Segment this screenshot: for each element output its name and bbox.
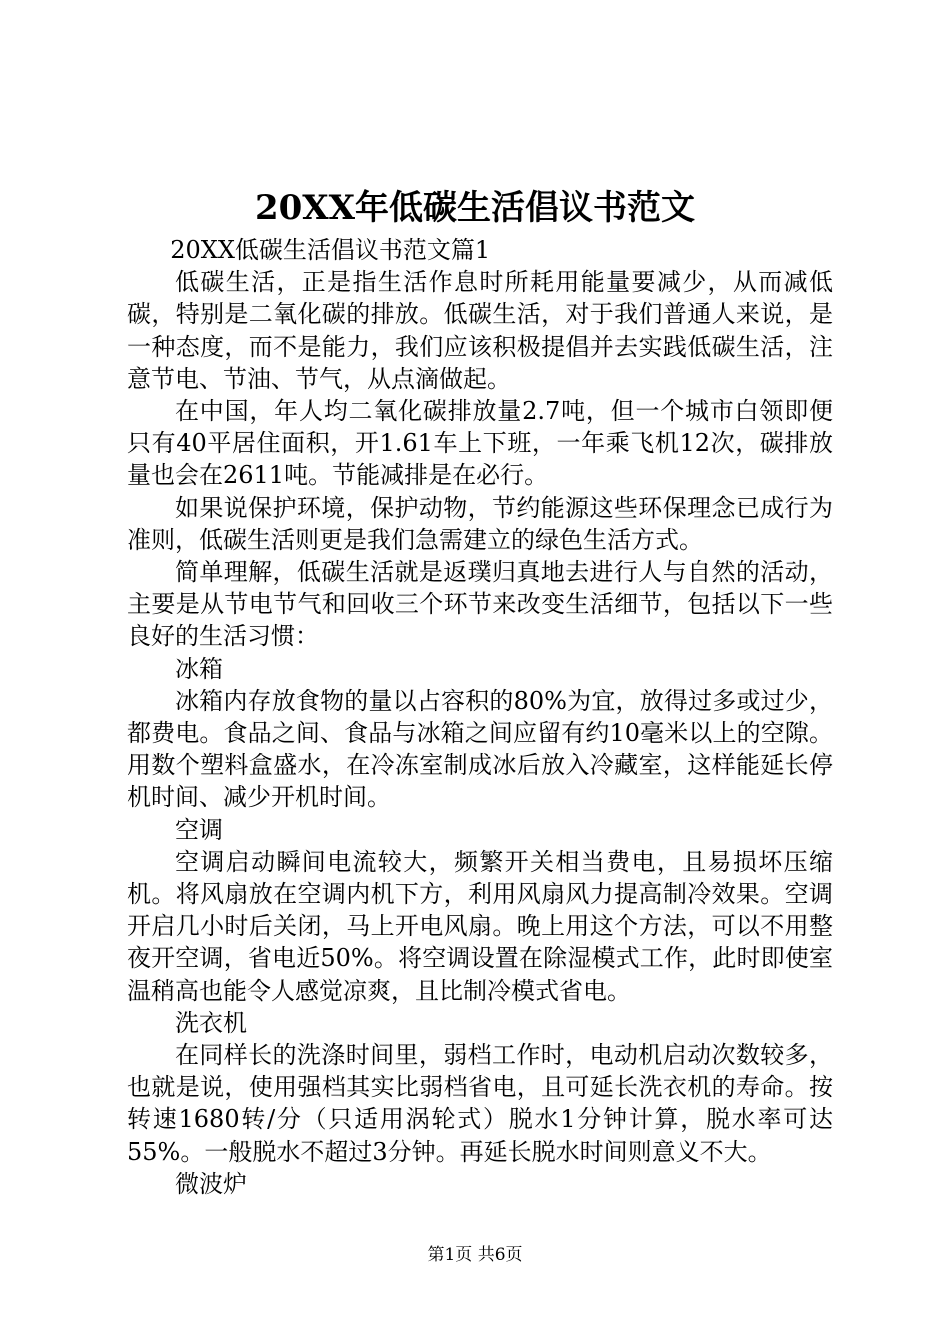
paragraph-air-conditioner: 空调启动瞬间电流较大，频繁开关相当费电，且易损坏压缩机。将风扇放在空调内机下方，利用风扇风力提高制冷效果。空调开启几小时后关闭，马上开电风扇。晚上用这个方法，可以不用整夜开空调，省电近50%。将空调设置在除湿模式工作，此时即使室温稍高也能令人感觉凉爽，且比制冷模式省电。 <box>127 847 833 1005</box>
paragraph-environment: 如果说保护环境，保护动物，节约能源这些环保理念已成行为准则，低碳生活则更是我们急需建立的绿色生活方式。 <box>127 493 833 554</box>
document-title: 20XX年低碳生活倡议书范文 <box>254 188 696 228</box>
page-footer: 第1页 共6页 <box>427 1245 523 1265</box>
paragraph-washing-machine: 在同样长的洗涤时间里，弱档工作时，电动机启动次数较多，也就是说，使用强档其实比弱档省电，且可延长洗衣机的寿命。按转速1680转/分（只适用涡轮式）脱水1分钟计算，脱水率可达55%。一般脱水不超过3分钟。再延长脱水时间则意义不大。 <box>127 1041 833 1166</box>
heading-washing-machine: 洗衣机 <box>175 1008 247 1037</box>
paragraph-china-emissions: 在中国，年人均二氧化碳排放量2.7吨，但一个城市白领即便只有40平居住面积，开1.61车上下班，一年乘飞机12次，碳排放量也会在2611吨。节能减排是在必行。 <box>127 397 833 490</box>
paragraph-intro: 低碳生活，正是指生活作息时所耗用能量要减少，从而减低碳，特别是二氧化碳的排放。低碳生活，对于我们普通人来说，是一种态度，而不是能力，我们应该积极提倡并去实践低碳生活，注意节电、节油、节气，从点滴做起。 <box>127 268 833 393</box>
heading-air-conditioner: 空调 <box>175 815 223 844</box>
section-subtitle: 20XX低碳生活倡议书范文篇1 <box>170 236 491 264</box>
heading-microwave: 微波炉 <box>175 1169 247 1198</box>
heading-fridge: 冰箱 <box>175 654 223 683</box>
paragraph-simple-understanding: 简单理解，低碳生活就是返璞归真地去进行人与自然的活动，主要是从节电节气和回收三个环节来改变生活细节，包括以下一些良好的生活习惯： <box>127 558 833 651</box>
document-body <box>127 234 833 1200</box>
paragraph-fridge: 冰箱内存放食物的量以占容积的80%为宜，放得过多或过少，都费电。食品之间、食品与冰箱之间应留有约10毫米以上的空隙。用数个塑料盒盛水，在冷冻室制成冰后放入冷藏室，这样能延长停机时间、减少开机时间。 <box>127 686 833 812</box>
